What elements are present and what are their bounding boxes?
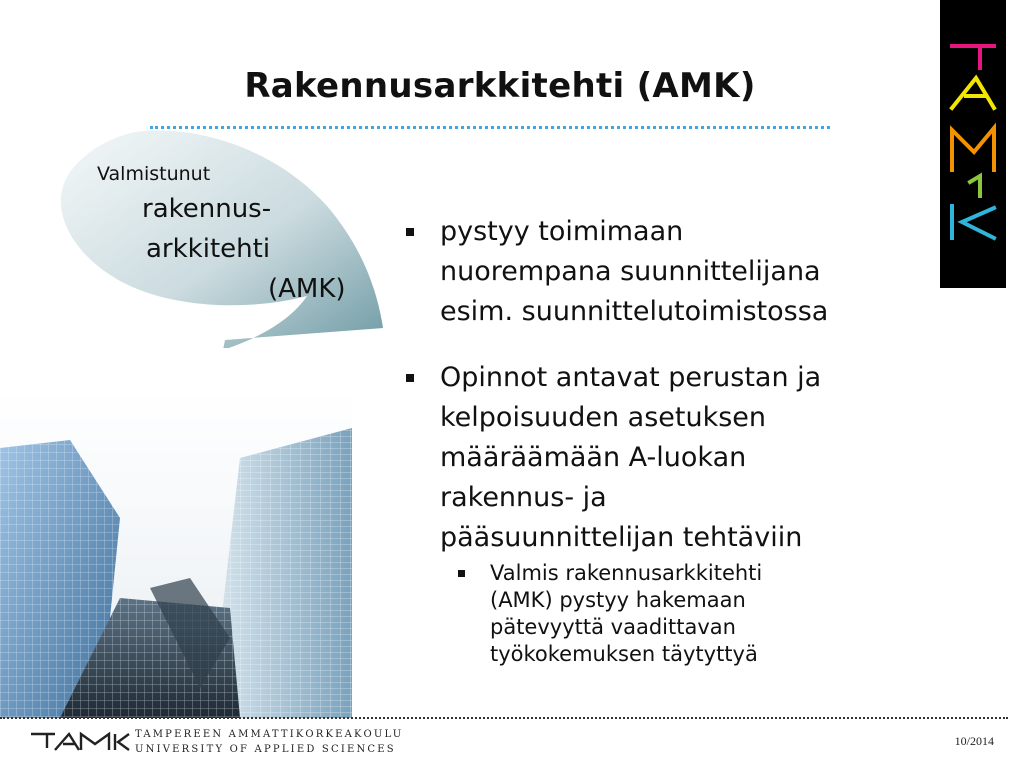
sub-bullet-text: Valmis rakennusarkkitehti: [490, 561, 763, 585]
page-title: Rakennusarkkitehti (AMK): [244, 66, 756, 106]
bullet-text: määräämään A-luokan: [440, 442, 747, 473]
footer-divider: [0, 717, 1008, 719]
callout-line1: Valmistunut: [97, 163, 211, 185]
bullet-text: kelpoisuuden asetuksen: [440, 402, 767, 433]
bullet-text: rakennus- ja: [440, 482, 607, 513]
footer-date: 10/2014: [954, 734, 994, 748]
sub-bullet-text: pätevyyttä vaadittavan: [490, 615, 736, 639]
bullet-text: Opinnot antavat perustan ja: [440, 362, 822, 393]
callout-text: [0, 0, 400, 340]
square-bullet-icon: [458, 570, 465, 577]
bullet-text: esim. suunnittelutoimistossa: [440, 296, 829, 327]
footer-institution: TAMPEREEN AMMATTIKORKEAKOULU: [135, 729, 404, 740]
callout-line4: (AMK): [268, 274, 346, 304]
square-bullet-icon: [406, 228, 414, 236]
bullet-text: pystyy toimimaan: [440, 216, 684, 247]
footer-institution-en: UNIVERSITY OF APPLIED SCIENCES: [135, 744, 396, 755]
bullet-text: pääsuunnittelijan tehtäviin: [440, 522, 803, 553]
sub-bullet-text: (AMK) pystyy hakemaan: [490, 588, 746, 612]
list-item: [404, 212, 964, 332]
bullet-list: [404, 212, 964, 668]
sub-list-item: [456, 560, 964, 668]
list-item: [404, 358, 964, 558]
square-bullet-icon: [406, 374, 414, 382]
bullet-text: nuorempana suunnittelijana: [440, 256, 821, 287]
sub-bullet-text: työkokemuksen täytyttyä: [490, 642, 758, 666]
callout-line3: arkkitehti: [146, 234, 271, 264]
building-photo: [0, 388, 352, 718]
callout-line2: rakennus-: [142, 194, 272, 224]
